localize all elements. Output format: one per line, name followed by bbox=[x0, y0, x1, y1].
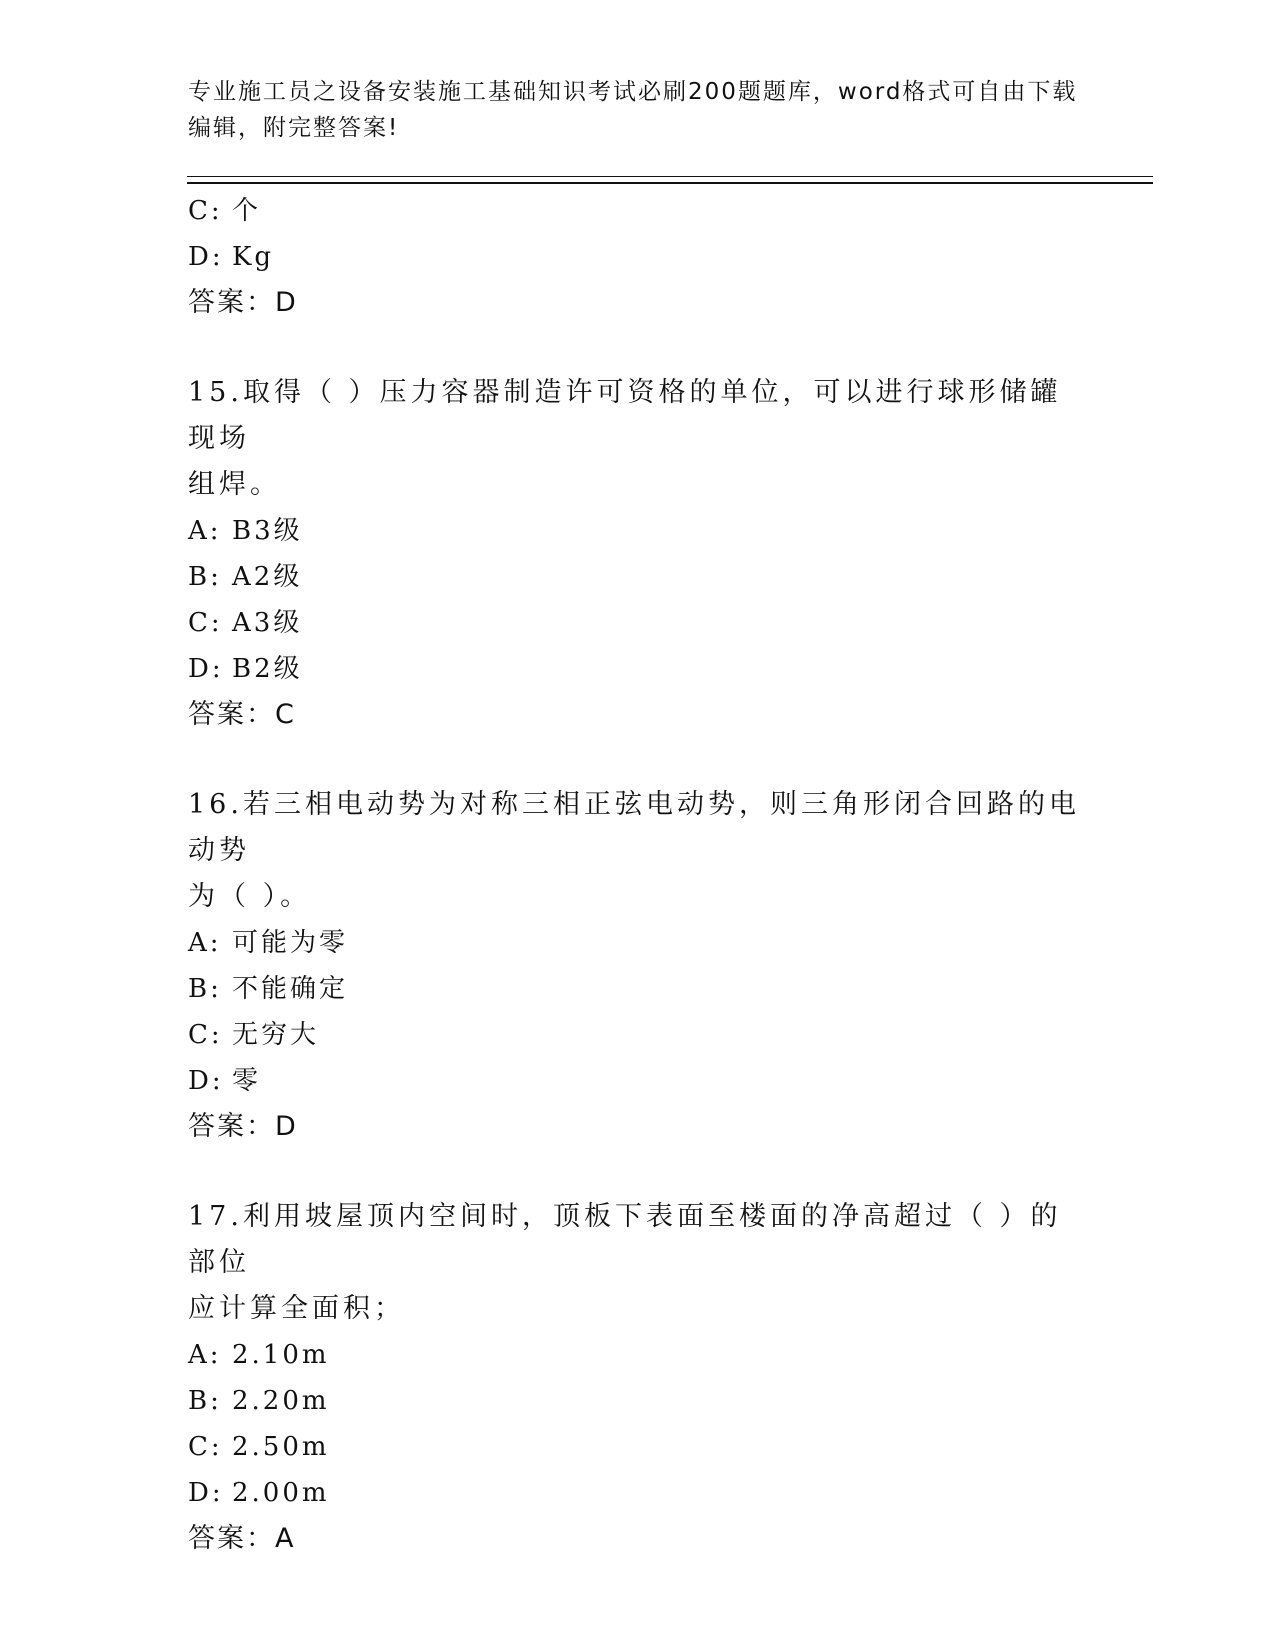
option-row bbox=[188, 1012, 1118, 1058]
option-row bbox=[188, 1470, 1118, 1516]
document-header bbox=[188, 74, 1088, 146]
previous-question-tail bbox=[188, 188, 1118, 326]
question-stem bbox=[188, 1194, 1088, 1332]
header-divider-thin bbox=[187, 176, 1153, 177]
option-text: 2.10m bbox=[232, 1340, 330, 1370]
option-text: 无穷大 bbox=[232, 1020, 320, 1050]
option-row bbox=[188, 188, 1118, 234]
option-key: D: bbox=[188, 654, 224, 684]
option-key: C: bbox=[188, 196, 223, 226]
header-title-line-1: 专业施工员之设备安装施工基础知识考试必刷200题题库，word格式可自由下载 bbox=[188, 79, 1078, 105]
question-stem-line-1: 15.取得（ ）压力容器制造许可资格的单位，可以进行球形储罐现场 bbox=[188, 377, 1062, 454]
option-key: B: bbox=[188, 1386, 222, 1416]
option-key: B: bbox=[188, 562, 222, 592]
option-row bbox=[188, 1378, 1118, 1424]
option-text: B2级 bbox=[232, 654, 303, 684]
option-key: A: bbox=[188, 928, 222, 958]
option-key: D: bbox=[188, 242, 224, 272]
option-text: 2.00m bbox=[232, 1478, 330, 1508]
option-text: A2级 bbox=[232, 562, 303, 592]
question-stem bbox=[188, 782, 1088, 920]
question-stem-line-1: 16.若三相电动势为对称三相正弦电动势，则三角形闭合回路的电动势 bbox=[188, 789, 1080, 866]
option-key: D: bbox=[188, 1478, 224, 1508]
option-key: D: bbox=[188, 1066, 224, 1096]
option-row bbox=[188, 554, 1118, 600]
spacer bbox=[188, 738, 1118, 782]
option-key: A: bbox=[188, 1340, 222, 1370]
question-item bbox=[188, 370, 1118, 738]
question-stem-line-2: 为（ ）。 bbox=[188, 881, 312, 912]
option-text: Kg bbox=[232, 242, 275, 272]
option-row bbox=[188, 920, 1118, 966]
option-row bbox=[188, 966, 1118, 1012]
option-text: 个 bbox=[232, 196, 262, 226]
spacer bbox=[188, 326, 1118, 370]
answer-line: 答案：D bbox=[188, 1111, 298, 1142]
question-item bbox=[188, 782, 1118, 1150]
option-text: 零 bbox=[232, 1066, 262, 1096]
option-row bbox=[188, 234, 1118, 280]
option-row bbox=[188, 600, 1118, 646]
question-stem-line-1: 17.利用坡屋顶内空间时，顶板下表面至楼面的净高超过（ ）的部位 bbox=[188, 1201, 1062, 1278]
spacer bbox=[188, 1150, 1118, 1194]
question-stem bbox=[188, 370, 1088, 508]
option-key: A: bbox=[188, 516, 222, 546]
option-row bbox=[188, 1332, 1118, 1378]
answer-line: 答案：A bbox=[188, 1523, 296, 1554]
option-key: B: bbox=[188, 974, 222, 1004]
option-text: A3级 bbox=[232, 608, 303, 638]
option-text: 不能确定 bbox=[232, 974, 349, 1004]
option-text: B3级 bbox=[232, 516, 303, 546]
header-title-line-2: 编辑，附完整答案! bbox=[188, 115, 400, 141]
option-row bbox=[188, 1424, 1118, 1470]
question-stem-line-2: 应计算全面积； bbox=[188, 1293, 405, 1324]
header-divider-thick bbox=[187, 182, 1153, 184]
question-item bbox=[188, 1194, 1118, 1562]
question-stem-line-2: 组焊。 bbox=[188, 469, 281, 500]
option-key: C: bbox=[188, 608, 223, 638]
option-text: 2.50m bbox=[232, 1432, 330, 1462]
option-row bbox=[188, 1058, 1118, 1104]
option-key: C: bbox=[188, 1020, 223, 1050]
option-text: 2.20m bbox=[232, 1386, 330, 1416]
option-row bbox=[188, 646, 1118, 692]
option-text: 可能为零 bbox=[232, 928, 349, 958]
option-key: C: bbox=[188, 1432, 223, 1462]
answer-line: 答案：D bbox=[188, 287, 298, 318]
question-list bbox=[188, 188, 1118, 1562]
option-row bbox=[188, 508, 1118, 554]
answer-line: 答案：C bbox=[188, 699, 296, 730]
